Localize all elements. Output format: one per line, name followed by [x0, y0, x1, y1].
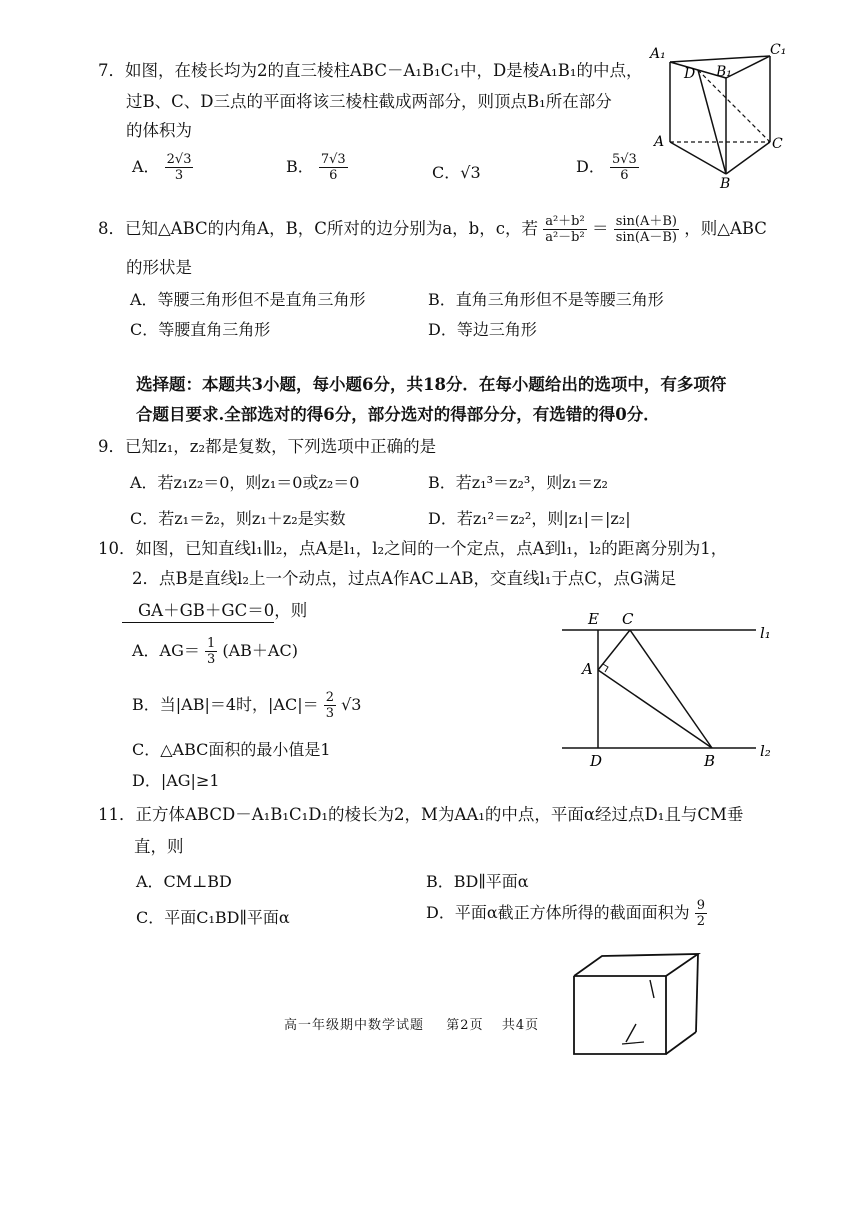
q8-stem-line1: 8．已知△ABC的内角A，B，C所对的边分别为a，b，c，若 $\frac{\text{a²＋b²}}{\text{a²－b²}}$ ＝ $\frac{\sin(A+B)}{\sin(A-B)}$ ，则△ABC	[98, 214, 767, 245]
q11-option-c: C．平面C₁BD∥平面α	[136, 908, 290, 927]
page-footer	[284, 1014, 539, 1033]
label-a1: A₁	[650, 46, 666, 62]
prism-figure	[648, 40, 788, 190]
section-line2: 合题目要求.全部选对的得6分，部分选对的得部分分，有选错的得0分．	[136, 405, 660, 424]
q8-option-c: C．等腰直角三角形	[130, 320, 271, 339]
q9-stem: 9．已知z₁，z₂都是复数，下列选项中正确的是	[98, 437, 437, 456]
q7-option-c: C．√3	[432, 163, 481, 182]
q8-option-a: A．等腰三角形但不是直角三角形	[130, 290, 366, 309]
label-c: C	[622, 610, 634, 628]
label-l1: l₁	[760, 624, 771, 642]
label-d: D	[590, 752, 603, 770]
footer-total: 共4页	[501, 1018, 540, 1033]
label-c: C	[772, 136, 783, 152]
q8-stem-line2: 的形状是	[126, 258, 192, 277]
label-c1: C₁	[770, 42, 787, 58]
q8-option-d: D．等边三角形	[428, 320, 537, 339]
q11-stem-line2: 直，则	[134, 837, 184, 856]
q7-option-b: B． $\frac{7√3}{6}$	[286, 152, 346, 183]
q10-option-a: A．AG＝ $\frac{1}{3}$ (AB＋AC)	[132, 636, 298, 667]
q7-stem-line3: 的体积为	[126, 121, 192, 140]
q11-option-a: A．CM⊥BD	[136, 872, 232, 891]
label-l2: l₂	[760, 742, 771, 760]
q10-option-c: C．△ABC面积的最小值是1	[132, 740, 331, 759]
q9-option-c: C．若z₁＝z̄₂，则z₁＋z₂是实数	[130, 509, 346, 528]
q10-option-d: D．|AG|≥1	[132, 771, 220, 790]
footer-page: 第2页	[446, 1018, 484, 1033]
q7-stem-line2: 过B、C、D三点的平面将该三棱柱截成两部分，则顶点B₁所在部分	[126, 92, 612, 111]
lines-figure	[556, 606, 782, 774]
q10-stem-line2: 2．点B是直线l₂上一个动点，过点A作AC⊥AB，交直线l₁于点C，点G满足	[132, 569, 677, 588]
q9-option-a: A．若z₁z₂＝0，则z₁＝0或z₂＝0	[130, 473, 360, 492]
q10-option-b: B．当|AB|＝4时，|AC|＝ $\frac{2}{3}$ √3	[132, 690, 362, 721]
label-e: E	[588, 610, 599, 628]
label-b: B	[720, 176, 731, 190]
label-b1: B₁	[716, 64, 732, 80]
label-b: B	[704, 752, 716, 770]
q10-stem-line1: 10．如图，已知直线l₁∥l₂，点A是l₁，l₂之间的一个定点，点A到l₁，l₂的距离分别为1，	[98, 539, 728, 558]
q9-option-d: D．若z₁²＝z₂²，则|z₁|＝|z₂|	[428, 509, 631, 528]
q11-option-d: D．平面α截正方体所得的截面面积为 $\frac{9}{2}$	[426, 898, 706, 929]
q7-option-d: D． $\frac{5√3}{6}$	[576, 152, 637, 183]
q10-underline	[122, 622, 274, 623]
q10-stem-line3: GA＋GB＋GC＝0，则	[138, 601, 308, 620]
label-a: A	[654, 134, 665, 150]
section-line1: 选择题：本题共3小题，每小题6分，共18分．在每小题给出的选项中，有多项符	[136, 375, 727, 394]
footer-title: 高一年级期中数学试题	[284, 1018, 425, 1033]
cube-sketch	[566, 950, 706, 1062]
q8-option-b: B．直角三角形但不是等腰三角形	[428, 290, 664, 309]
q11-option-b: B．BD∥平面α	[426, 872, 529, 891]
q7-stem-line1: 7．如图，在棱长均为2的直三棱柱ABC－A₁B₁C₁中，D是棱A₁B₁的中点，	[98, 61, 643, 80]
label-a: A	[582, 660, 593, 678]
q7-option-a: A． $\frac{2√3}{3}$	[132, 152, 192, 183]
q11-stem-line1: 11．正方体ABCD－A₁B₁C₁D₁的棱长为2，M为AA₁的中点，平面α经过点D₁且与CM垂	[98, 805, 744, 824]
label-d: D	[684, 66, 696, 82]
q9-option-b: B．若z₁³＝z₂³，则z₁＝z₂	[428, 473, 608, 492]
